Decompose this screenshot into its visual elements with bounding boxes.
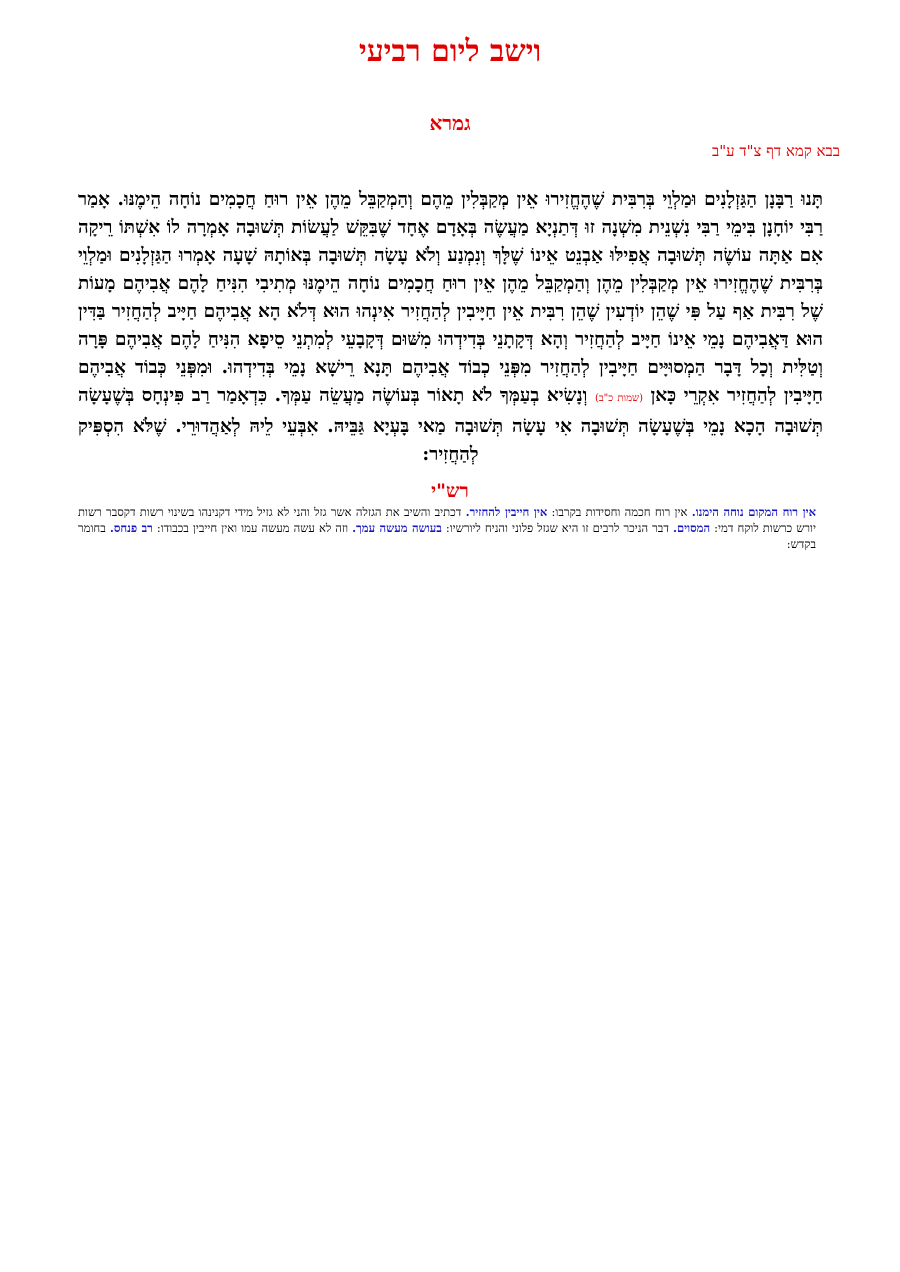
rashi-dibur-hamatchil: בעושה מעשה עמך.	[352, 521, 442, 535]
page-title: וישב ליום רביעי	[358, 34, 542, 69]
rashi-commentary: בחומר בקדש:	[78, 521, 816, 551]
rashi-commentary: דכתיב והשיב את הגזלה אשר גזל והני לא גזיל מידי דקנינהו בשינוי רשות דקסבר רשות יורש כרשות לוקח דמי:	[78, 505, 816, 535]
gemara-text-part-2: וְנָשִׂיא בְעַמְּךָ לֹא תָאוֹר בְּעוֹשֶׂה מַעֲשֵׂה עַמְּךָ. כִּדְאָמַר רַב פִּינְחָס בְּשֶׁעָשָׂה תְּשׁוּבָה הָכָא נָמֵי בְּשֶׁעָשָׂה תְּשׁוּבָה אִי עָשָׂה תְּשׁוּבָה מַאי בָּעְיָא גַּבֵּיהּ. אִבְּעֵי לֵיהּ לְאַהֲדוּרֵי. שֶׁלֹּא הִסְפִּיק לְהַחֲזִיר:	[78, 385, 823, 465]
gemara-text-part-1: תָּנוּ רַבָּנָן הַגַּזְלָנִים וּמַלְוֵי בְּרִבִּית שֶׁהֶחֱזִירוּ אֵין מְקַבְּלִין מֵהֶם וְהַמְקַבֵּל מֵהֶן אֵין רוּחַ חֲכָמִים נוֹחָה הֵימֶנּוּ. אָמַר רַבִּי יוֹחָנָן בִּימֵי רַבִּי נִשְׁנֵית מִשְׁנָה זוּ דְּתַנְיָא מַעֲשֶׂה בְּאָדָם אֶחָד שֶׁבִּקֵּשׁ לַעֲשׂוֹת תְּשׁוּבָה אָמְרָה לוֹ אִשְׁתּוֹ רֵיקָה אִם אַתָּה עוֹשֶׂה תְּשׁוּבָה אֲפִילּוּ אַבְנֵט אֵינוֹ שֶׁלָּךְ וְנִמְנַע וְלֹא עָשָׂה תְּשׁוּבָה בְּאוֹתָהּ שָׁעָה אָמְרוּ הַגַּזְלָנִים וּמַלְוֵי בְּרִבִּית שֶׁהֶחֱזִירוּ אֵין מְקַבְּלִין מֵהֶן וְהַמְקַבֵּל מֵהֶן אֵין רוּחַ חֲכָמִים נוֹחָה הֵימֶנּוּ מְתִיבִי הִנִּיחַ לָהֶם אֲבִיהֶם מָעוֹת שֶׁל רִבִּית אַף עַל פִּי שֶׁהֵן יוֹדְעִין שֶׁהֵן רִבִּית אֵין חַיָּיבִין לְהַחֲזִיר אִינְהוּ הוּא דְּלֹא הָא אֲבִיהֶם חַיָּיב לְהַחֲזִיר בַּדִּין הוּא דַּאֲבִיהֶם נָמֵי אֵינוֹ חַיָּיב לְהַחֲזִיר וְהָא דְּקָתָנֵי בְּדִידְהוּ מִשּׁוּם דְּקָבָעֵי לְמִתְנֵי סֵיפָא הִנִּיחַ לָהֶם אֲבִיהֶם פָּרָה וְטַלִּית וְכָל דָּבָר הַמְסוּיָּים חַיָּיבִין לְהַחֲזִיר מִפְּנֵי כְבוֹד אֲבִיהֶם תָּנָא רֵישָׁא נָמֵי בְּדִידְהוּ. וּמִפְּנֵי כְּבוֹד אֲבִיהֶם חַיָּיבִין לְהַחֲזִיר אִקְרֵי כָּאן	[78, 189, 823, 406]
rashi-dibur-hamatchil: המסוים.	[672, 521, 711, 535]
rashi-commentary: דבר הניכר לרבים זו היא שגזל פלוני והניח ליורשיו:	[441, 521, 673, 535]
rashi-text-block	[78, 504, 816, 552]
gemara-text-block	[78, 186, 823, 469]
section-heading-gemara: גמרא	[429, 111, 471, 135]
verse-reference: (שמות כ"ב)	[594, 393, 644, 404]
rashi-commentary: וזה לא עשה מעשה עמו ואין חייבין בכבודו:	[152, 521, 353, 535]
rashi-commentary: אין רוח חכמה וחסידות בקרבו:	[547, 505, 692, 519]
source-reference: בבא קמא דף צ"ד ע"ב	[711, 142, 840, 160]
rashi-dibur-hamatchil: אין רוח המקום נוחה הימנו.	[691, 505, 816, 519]
rashi-dibur-hamatchil: רב פנחס.	[109, 521, 153, 535]
rashi-dibur-hamatchil: אין חייבין להחזיר.	[465, 505, 548, 519]
section-heading-rashi: רש"י	[431, 480, 469, 502]
